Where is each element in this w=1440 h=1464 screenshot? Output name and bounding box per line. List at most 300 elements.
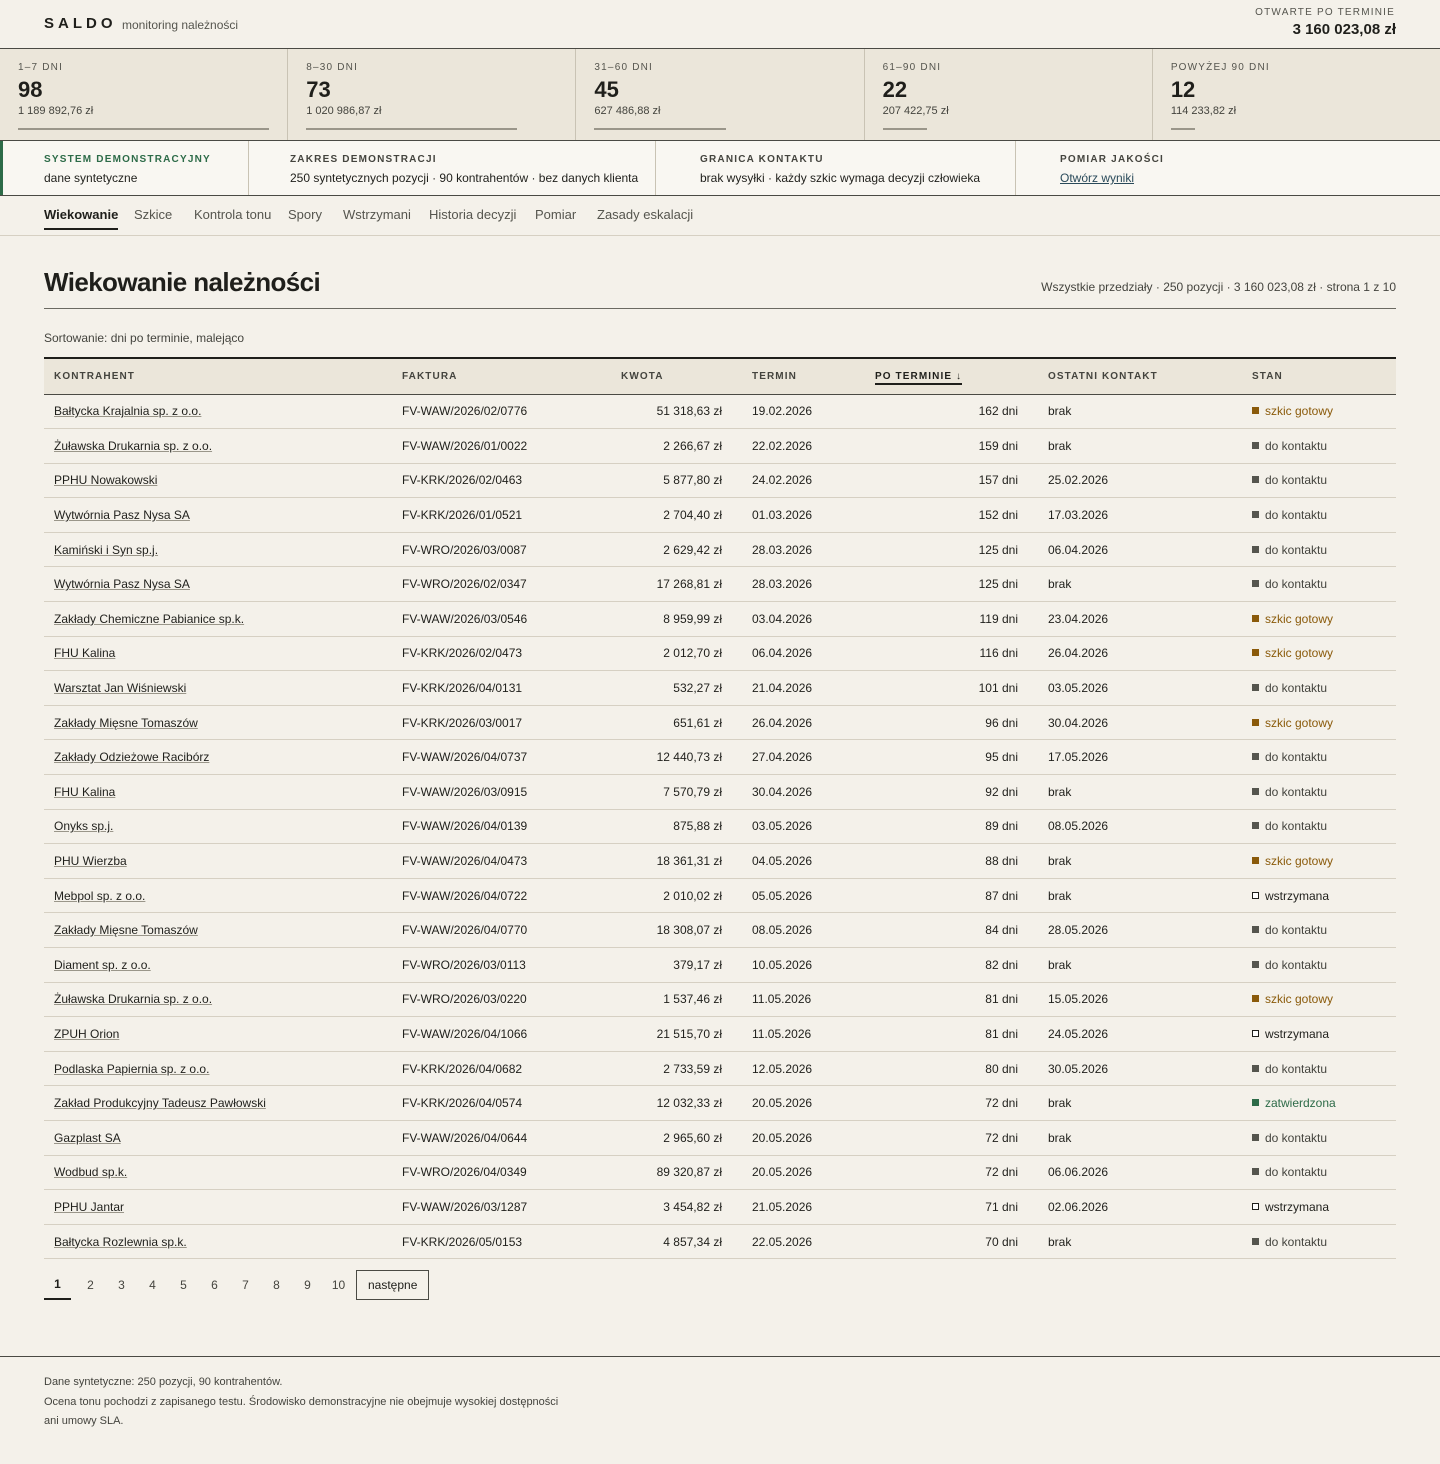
client-link[interactable]: Mebpol sp. z o.o. xyxy=(54,888,146,903)
tab-spory[interactable]: Spory xyxy=(288,207,322,222)
status-label: do kontaktu xyxy=(1265,957,1328,972)
client-cell xyxy=(44,429,392,464)
status-square-icon xyxy=(1252,753,1259,760)
status-label: do kontaktu xyxy=(1265,542,1328,557)
table-row[interactable] xyxy=(44,948,1396,983)
days-overdue: 162 dni xyxy=(865,394,1038,429)
table-header-row xyxy=(44,358,1396,394)
status-cell xyxy=(1242,878,1396,913)
table-row[interactable] xyxy=(44,982,1396,1017)
status-label: do kontaktu xyxy=(1265,784,1328,799)
days-overdue: 95 dni xyxy=(865,740,1038,775)
aging-bucket[interactable] xyxy=(0,49,288,140)
client-link[interactable]: PPHU Nowakowski xyxy=(54,473,158,488)
due-date: 28.03.2026 xyxy=(742,567,865,602)
last-contact: 30.04.2026 xyxy=(1038,705,1242,740)
status-cell xyxy=(1242,740,1396,775)
info-contact-boundary xyxy=(656,141,1016,195)
status-badge xyxy=(1252,439,1327,453)
table-row[interactable] xyxy=(44,394,1396,429)
table-row[interactable] xyxy=(44,498,1396,533)
bucket-count: 12 xyxy=(1170,77,1196,102)
status-square-icon xyxy=(1252,407,1259,414)
info-quality-label: POMIAR JAKOŚCI xyxy=(1060,154,1165,165)
col-header-invoice[interactable]: FAKTURA xyxy=(392,358,611,394)
client-link[interactable]: Wytwórnia Pasz Nysa SA xyxy=(54,577,190,592)
status-cell xyxy=(1242,1155,1396,1190)
status-square-icon xyxy=(1252,1134,1259,1141)
page-link-1[interactable]: 1 xyxy=(44,1270,71,1300)
bucket-share-bar xyxy=(1171,128,1195,130)
status-label: do kontaktu xyxy=(1265,438,1328,453)
client-link[interactable]: Zakłady Mięsne Tomaszów xyxy=(54,923,198,938)
last-contact: 08.05.2026 xyxy=(1038,809,1242,844)
status-label: szkic gotowy xyxy=(1265,611,1334,626)
due-date: 28.03.2026 xyxy=(742,532,865,567)
invoice-number: FV-KRK/2026/04/0682 xyxy=(392,1051,611,1086)
client-link[interactable]: Gazplast SA xyxy=(54,1130,121,1145)
days-overdue: 89 dni xyxy=(865,809,1038,844)
days-overdue: 82 dni xyxy=(865,948,1038,983)
status-badge xyxy=(1252,1165,1327,1179)
due-date: 10.05.2026 xyxy=(742,948,865,983)
invoice-number: FV-WAW/2026/04/0722 xyxy=(392,878,611,913)
invoice-number: FV-KRK/2026/04/0131 xyxy=(392,671,611,706)
status-badge xyxy=(1252,646,1333,660)
days-overdue: 152 dni xyxy=(865,498,1038,533)
open-results-link[interactable]: Otwórz wyniki xyxy=(1060,171,1135,185)
status-label: szkic gotowy xyxy=(1265,854,1334,869)
bucket-label: 31–60 DNI xyxy=(594,62,654,73)
last-contact: 24.05.2026 xyxy=(1038,1017,1242,1052)
status-label: do kontaktu xyxy=(1265,819,1328,834)
col-header-last-contact[interactable]: OSTATNI KONTAKT xyxy=(1038,358,1242,394)
client-link[interactable]: Zakłady Odzieżowe Racibórz xyxy=(54,750,210,765)
last-contact: 25.02.2026 xyxy=(1038,463,1242,498)
status-label: do kontaktu xyxy=(1265,1165,1328,1180)
bucket-sum: 114 233,82 zł xyxy=(1170,105,1237,117)
tab-kontrola-tonu[interactable]: Kontrola tonu xyxy=(194,207,272,222)
last-contact: brak xyxy=(1038,948,1242,983)
status-cell xyxy=(1242,948,1396,983)
last-contact: brak xyxy=(1038,567,1242,602)
due-date: 19.02.2026 xyxy=(742,394,865,429)
invoice-number: FV-WAW/2026/04/0473 xyxy=(392,844,611,879)
client-cell xyxy=(44,636,392,671)
page-link-9[interactable]: 9 xyxy=(304,1278,311,1292)
client-cell xyxy=(44,1086,392,1121)
table-row[interactable] xyxy=(44,1051,1396,1086)
aging-table xyxy=(44,357,1396,1259)
status-cell xyxy=(1242,705,1396,740)
col-header-client[interactable]: KONTRAHENT xyxy=(44,358,392,394)
client-link[interactable]: Wodbud sp.k. xyxy=(54,1165,128,1180)
bucket-count: 45 xyxy=(594,77,619,102)
client-cell xyxy=(44,982,392,1017)
table-row[interactable] xyxy=(44,705,1396,740)
status-badge xyxy=(1252,1200,1329,1214)
footer-data-note: Dane syntetyczne: 250 pozycji, 90 kontrahentów. xyxy=(44,1376,283,1388)
invoice-number: FV-WRO/2026/03/0220 xyxy=(392,982,611,1017)
last-contact: 06.06.2026 xyxy=(1038,1155,1242,1190)
overdue-total-label: OTWARTE PO TERMINIE xyxy=(1255,7,1395,18)
days-overdue: 157 dni xyxy=(865,463,1038,498)
status-square-icon xyxy=(1252,684,1259,691)
brand-logo[interactable]: SALDO xyxy=(44,15,117,32)
aging-bucket[interactable] xyxy=(288,49,576,140)
days-overdue: 80 dni xyxy=(865,1051,1038,1086)
status-square-icon xyxy=(1252,476,1259,483)
status-cell xyxy=(1242,429,1396,464)
client-cell xyxy=(44,394,392,429)
days-overdue: 72 dni xyxy=(865,1155,1038,1190)
table-row[interactable] xyxy=(44,1120,1396,1155)
status-square-icon xyxy=(1252,1203,1259,1210)
client-link[interactable]: Bałtycka Krajalnia sp. z o.o. xyxy=(54,404,202,419)
status-badge xyxy=(1252,508,1327,522)
page-link-4[interactable]: 4 xyxy=(149,1278,156,1292)
table-row[interactable] xyxy=(44,429,1396,464)
status-label: do kontaktu xyxy=(1265,1234,1328,1249)
info-system xyxy=(0,141,249,195)
invoice-number: FV-WAW/2026/03/1287 xyxy=(392,1190,611,1225)
status-cell xyxy=(1242,1190,1396,1225)
page-link-10[interactable]: 10 xyxy=(331,1278,346,1292)
days-overdue: 159 dni xyxy=(865,429,1038,464)
status-badge xyxy=(1252,992,1333,1006)
bucket-share-bar xyxy=(883,128,927,130)
table-row[interactable] xyxy=(44,775,1396,810)
page-link-2[interactable]: 2 xyxy=(87,1278,94,1292)
bucket-count: 98 xyxy=(18,77,43,102)
table-row[interactable] xyxy=(44,602,1396,637)
invoice-number: FV-KRK/2026/05/0153 xyxy=(392,1224,611,1259)
due-date: 21.05.2026 xyxy=(742,1190,865,1225)
invoice-number: FV-WAW/2026/04/0139 xyxy=(392,809,611,844)
client-link[interactable]: Onyks sp.j. xyxy=(54,819,114,834)
table-row[interactable] xyxy=(44,1155,1396,1190)
status-square-icon xyxy=(1252,788,1259,795)
due-date: 22.05.2026 xyxy=(742,1224,865,1259)
bucket-count: 73 xyxy=(306,77,331,102)
col-header-due-date[interactable]: TERMIN xyxy=(742,358,865,394)
client-link[interactable]: Kamiński i Syn sp.j. xyxy=(54,542,159,557)
status-label: zatwierdzona xyxy=(1265,1096,1336,1111)
bucket-sum: 627 486,88 zł xyxy=(594,105,661,117)
app-header xyxy=(0,0,1440,49)
next-page-button[interactable]: następne xyxy=(356,1270,429,1300)
days-overdue: 92 dni xyxy=(865,775,1038,810)
table-row[interactable] xyxy=(44,1190,1396,1225)
client-link[interactable]: Wytwórnia Pasz Nysa SA xyxy=(54,508,190,523)
status-label: do kontaktu xyxy=(1265,681,1328,696)
status-square-icon xyxy=(1252,822,1259,829)
invoice-number: FV-KRK/2026/02/0463 xyxy=(392,463,611,498)
status-cell xyxy=(1242,567,1396,602)
days-overdue: 87 dni xyxy=(865,878,1038,913)
status-cell xyxy=(1242,671,1396,706)
last-contact: brak xyxy=(1038,878,1242,913)
table-row[interactable] xyxy=(44,913,1396,948)
due-date: 20.05.2026 xyxy=(742,1086,865,1121)
last-contact: 06.04.2026 xyxy=(1038,532,1242,567)
status-badge xyxy=(1252,681,1327,695)
table-row[interactable] xyxy=(44,567,1396,602)
client-link[interactable]: Zakłady Chemiczne Pabianice sp.k. xyxy=(54,611,245,626)
table-row[interactable] xyxy=(44,671,1396,706)
client-cell xyxy=(44,498,392,533)
table-row[interactable] xyxy=(44,532,1396,567)
table-row[interactable] xyxy=(44,740,1396,775)
last-contact: 17.05.2026 xyxy=(1038,740,1242,775)
due-date: 05.05.2026 xyxy=(742,878,865,913)
bucket-count: 22 xyxy=(882,77,908,102)
days-overdue: 84 dni xyxy=(865,913,1038,948)
page-link-5[interactable]: 5 xyxy=(180,1278,187,1292)
status-square-icon xyxy=(1252,1030,1259,1037)
invoice-number: FV-KRK/2026/01/0521 xyxy=(392,498,611,533)
amount: 2 012,70 zł xyxy=(611,636,742,671)
col-header-days-overdue[interactable] xyxy=(865,358,1038,394)
last-contact: 28.05.2026 xyxy=(1038,913,1242,948)
status-cell xyxy=(1242,844,1396,879)
status-label: szkic gotowy xyxy=(1265,715,1334,730)
due-date: 26.04.2026 xyxy=(742,705,865,740)
due-date: 08.05.2026 xyxy=(742,913,865,948)
due-date: 11.05.2026 xyxy=(742,1017,865,1052)
client-cell xyxy=(44,1051,392,1086)
amount: 12 440,73 zł xyxy=(611,740,742,775)
footer-disclaimer: Ocena tonu pochodzi z zapisanego testu. Środowisko demonstracyjne nie obejmuje wysokiej dostępności ani umowy SLA. xyxy=(44,1396,559,1427)
status-badge xyxy=(1252,473,1327,487)
status-label: wstrzymana xyxy=(1265,1199,1330,1214)
main-tabs xyxy=(0,196,1440,236)
due-date: 20.05.2026 xyxy=(742,1155,865,1190)
tab-pomiar[interactable]: Pomiar xyxy=(535,207,577,222)
due-date: 04.05.2026 xyxy=(742,844,865,879)
status-square-icon xyxy=(1252,511,1259,518)
page-footer xyxy=(0,1356,1440,1427)
status-square-icon xyxy=(1252,1065,1259,1072)
invoice-number: FV-WAW/2026/02/0776 xyxy=(392,394,611,429)
last-contact: 26.04.2026 xyxy=(1038,636,1242,671)
client-link[interactable]: Podlaska Papiernia sp. z o.o. xyxy=(54,1061,210,1076)
days-overdue: 72 dni xyxy=(865,1120,1038,1155)
aging-bucket[interactable] xyxy=(865,49,1153,140)
client-cell xyxy=(44,463,392,498)
status-square-icon xyxy=(1252,719,1259,726)
col-header-amount[interactable]: KWOTA xyxy=(611,358,742,394)
status-label: do kontaktu xyxy=(1265,577,1328,592)
amount: 5 877,80 zł xyxy=(611,463,742,498)
status-label: szkic gotowy xyxy=(1265,646,1334,661)
status-badge xyxy=(1252,923,1327,937)
client-cell xyxy=(44,1155,392,1190)
invoice-number: FV-WAW/2026/04/0737 xyxy=(392,740,611,775)
days-overdue: 101 dni xyxy=(865,671,1038,706)
tab-szkice[interactable]: Szkice xyxy=(134,207,173,222)
status-badge xyxy=(1252,1096,1336,1110)
amount: 2 704,40 zł xyxy=(611,498,742,533)
status-label: wstrzymana xyxy=(1265,888,1330,903)
aging-bucket[interactable] xyxy=(576,49,864,140)
col-header-status[interactable]: STAN xyxy=(1242,358,1396,394)
last-contact: brak xyxy=(1038,1086,1242,1121)
client-cell xyxy=(44,567,392,602)
status-badge xyxy=(1252,404,1333,418)
invoice-number: FV-KRK/2026/04/0574 xyxy=(392,1086,611,1121)
info-contact-label: GRANICA KONTAKTU xyxy=(700,154,824,165)
days-overdue: 119 dni xyxy=(865,602,1038,637)
table-row[interactable] xyxy=(44,1017,1396,1052)
status-square-icon xyxy=(1252,1238,1259,1245)
days-overdue: 70 dni xyxy=(865,1224,1038,1259)
due-date: 30.04.2026 xyxy=(742,775,865,810)
aging-buckets xyxy=(0,49,1440,141)
tab-historia-decyzji[interactable]: Historia decyzji xyxy=(429,207,517,222)
client-link[interactable]: Diament sp. z o.o. xyxy=(54,957,151,972)
info-scope-label: ZAKRES DEMONSTRACJI xyxy=(290,154,437,165)
status-label: szkic gotowy xyxy=(1265,404,1334,419)
due-date: 22.02.2026 xyxy=(742,429,865,464)
days-overdue: 125 dni xyxy=(865,567,1038,602)
status-badge xyxy=(1252,1062,1327,1076)
client-link[interactable]: Zakłady Mięsne Tomaszów xyxy=(54,715,198,730)
info-system-label: SYSTEM DEMONSTRACYJNY xyxy=(44,154,211,165)
status-cell xyxy=(1242,1224,1396,1259)
last-contact: brak xyxy=(1038,844,1242,879)
status-square-icon xyxy=(1252,649,1259,656)
status-badge xyxy=(1252,958,1327,972)
status-cell xyxy=(1242,1051,1396,1086)
info-scope-value: 250 syntetycznych pozycji · 90 kontrahentów · bez danych klienta xyxy=(290,171,639,185)
status-cell xyxy=(1242,982,1396,1017)
days-overdue: 81 dni xyxy=(865,1017,1038,1052)
client-cell xyxy=(44,809,392,844)
client-cell xyxy=(44,1017,392,1052)
table-row[interactable] xyxy=(44,878,1396,913)
due-date: 24.02.2026 xyxy=(742,463,865,498)
bucket-share-bar xyxy=(18,128,269,130)
client-link[interactable]: Żuławska Drukarnia sp. z o.o. xyxy=(54,992,213,1007)
status-square-icon xyxy=(1252,995,1259,1002)
info-quality xyxy=(1016,141,1440,195)
table-row[interactable] xyxy=(44,1224,1396,1259)
client-cell xyxy=(44,844,392,879)
status-square-icon xyxy=(1252,1099,1259,1106)
page-summary: Wszystkie przedziały · 250 pozycji · 3 160 023,08 zł · strona 1 z 10 xyxy=(1041,280,1396,294)
table-row[interactable] xyxy=(44,463,1396,498)
due-date: 20.05.2026 xyxy=(742,1120,865,1155)
client-link[interactable]: Zakład Produkcyjny Tadeusz Pawłowski xyxy=(54,1096,266,1111)
last-contact: brak xyxy=(1038,775,1242,810)
last-contact: brak xyxy=(1038,1120,1242,1155)
client-cell xyxy=(44,913,392,948)
client-cell xyxy=(44,705,392,740)
client-link[interactable]: FHU Kalina xyxy=(54,646,116,661)
brand-subtitle: monitoring należności xyxy=(122,18,239,32)
due-date: 27.04.2026 xyxy=(742,740,865,775)
days-overdue: 81 dni xyxy=(865,982,1038,1017)
invoice-number: FV-KRK/2026/02/0473 xyxy=(392,636,611,671)
status-label: do kontaktu xyxy=(1265,473,1328,488)
page-link-6[interactable]: 6 xyxy=(211,1278,218,1292)
status-square-icon xyxy=(1252,580,1259,587)
amount: 17 268,81 zł xyxy=(611,567,742,602)
status-label: do kontaktu xyxy=(1265,923,1328,938)
amount: 3 454,82 zł xyxy=(611,1190,742,1225)
client-cell xyxy=(44,1120,392,1155)
invoice-number: FV-KRK/2026/03/0017 xyxy=(392,705,611,740)
last-contact: 15.05.2026 xyxy=(1038,982,1242,1017)
invoice-number: FV-WRO/2026/03/0113 xyxy=(392,948,611,983)
bucket-sum: 207 422,75 zł xyxy=(882,105,949,117)
table-row[interactable] xyxy=(44,809,1396,844)
amount: 2 965,60 zł xyxy=(611,1120,742,1155)
amount: 379,17 zł xyxy=(611,948,742,983)
tab-wiekowanie[interactable]: Wiekowanie xyxy=(44,207,118,230)
info-system-value: dane syntetyczne xyxy=(44,171,138,185)
status-badge xyxy=(1252,785,1327,799)
invoice-number: FV-WAW/2026/04/1066 xyxy=(392,1017,611,1052)
client-cell xyxy=(44,948,392,983)
client-link[interactable]: Warsztat Jan Wiśniewski xyxy=(54,681,187,696)
table-row[interactable] xyxy=(44,844,1396,879)
days-overdue: 71 dni xyxy=(865,1190,1038,1225)
status-square-icon xyxy=(1252,857,1259,864)
days-overdue: 72 dni xyxy=(865,1086,1038,1121)
tab-zasady-eskalacji[interactable]: Zasady eskalacji xyxy=(597,207,694,222)
client-cell xyxy=(44,602,392,637)
days-overdue: 125 dni xyxy=(865,532,1038,567)
title-divider xyxy=(44,308,1396,309)
status-square-icon xyxy=(1252,1168,1259,1175)
client-link[interactable]: PPHU Jantar xyxy=(54,1199,125,1214)
client-link[interactable]: Bałtycka Rozlewnia sp.k. xyxy=(54,1234,187,1249)
tab-wstrzymani[interactable]: Wstrzymani xyxy=(343,207,411,222)
client-link[interactable]: FHU Kalina xyxy=(54,784,116,799)
invoice-number: FV-WRO/2026/03/0087 xyxy=(392,532,611,567)
last-contact: 30.05.2026 xyxy=(1038,1051,1242,1086)
amount: 18 361,31 zł xyxy=(611,844,742,879)
amount: 2 629,42 zł xyxy=(611,532,742,567)
bucket-label: 61–90 DNI xyxy=(882,62,942,73)
aging-bucket[interactable] xyxy=(1153,49,1440,140)
info-scope xyxy=(249,141,656,195)
bucket-sum: 1 020 986,87 zł xyxy=(306,105,382,117)
pagination xyxy=(44,1270,429,1300)
client-link[interactable]: ZPUH Orion xyxy=(54,1026,120,1041)
table-row[interactable] xyxy=(44,1086,1396,1121)
client-link[interactable]: PHU Wierzba xyxy=(54,854,127,869)
sorted-column-label: PO TERMINIE ↓ xyxy=(875,371,962,385)
status-badge xyxy=(1252,889,1329,903)
status-badge xyxy=(1252,854,1333,868)
invoice-number: FV-WAW/2026/03/0915 xyxy=(392,775,611,810)
client-link[interactable]: Żuławska Drukarnia sp. z o.o. xyxy=(54,438,213,453)
due-date: 11.05.2026 xyxy=(742,982,865,1017)
page-link-8[interactable]: 8 xyxy=(273,1278,280,1292)
last-contact: 23.04.2026 xyxy=(1038,602,1242,637)
status-square-icon xyxy=(1252,546,1259,553)
page-link-7[interactable]: 7 xyxy=(242,1278,249,1292)
due-date: 01.03.2026 xyxy=(742,498,865,533)
amount: 12 032,33 zł xyxy=(611,1086,742,1121)
status-cell xyxy=(1242,394,1396,429)
table-row[interactable] xyxy=(44,636,1396,671)
page-link-3[interactable]: 3 xyxy=(118,1278,125,1292)
status-badge xyxy=(1252,819,1327,833)
